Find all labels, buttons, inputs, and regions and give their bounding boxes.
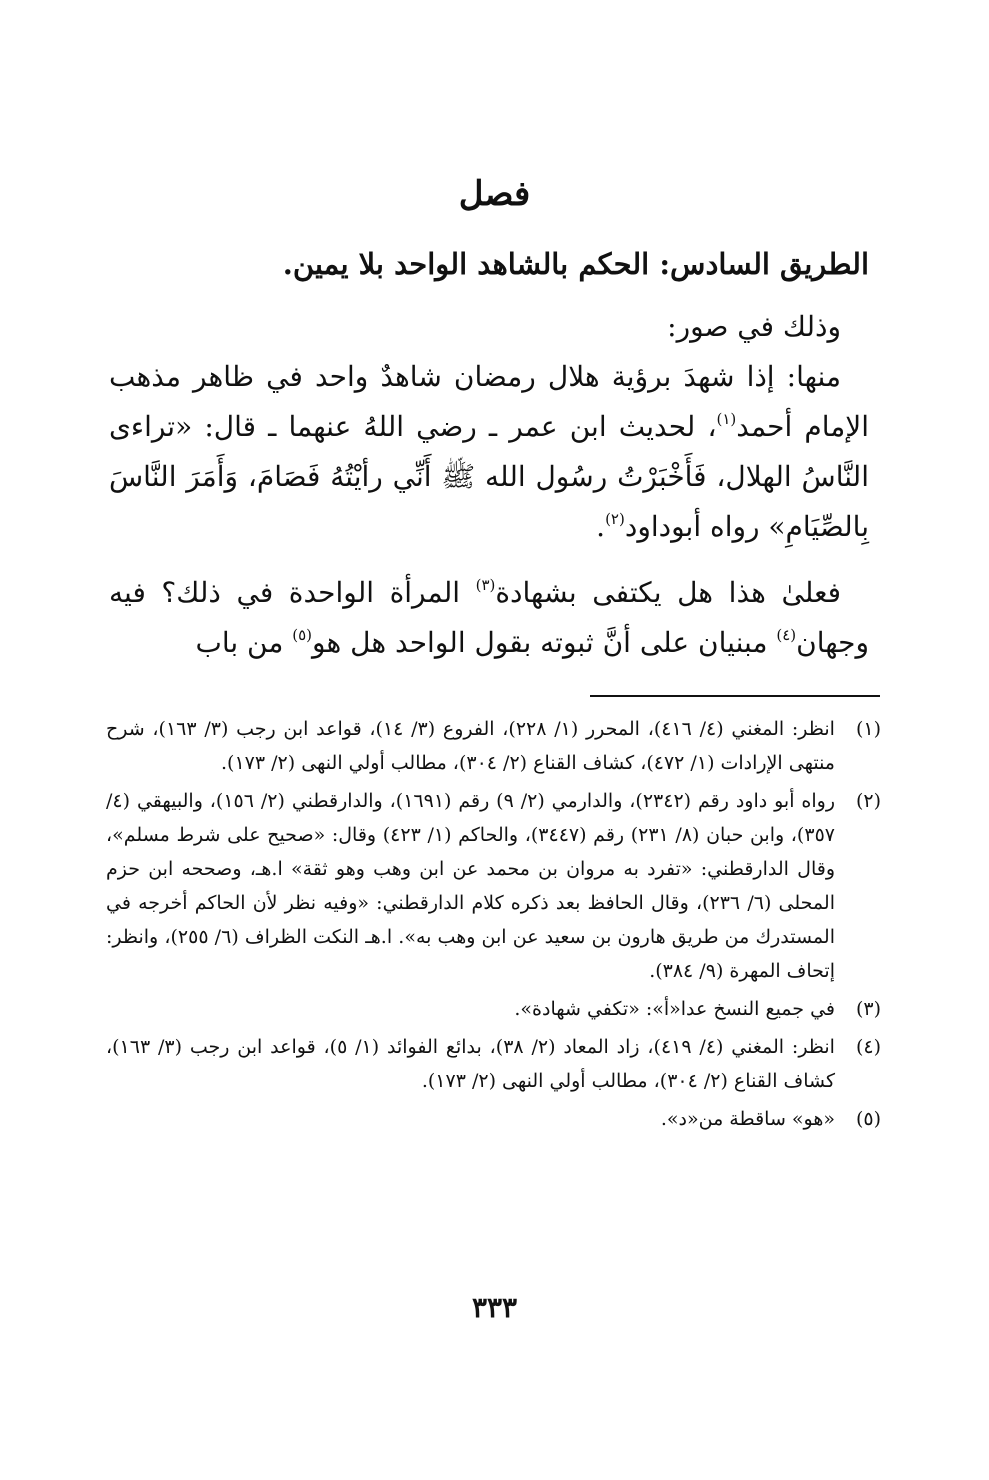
main-text bbox=[109, 302, 869, 668]
footnote-ref-3[interactable]: (٣) bbox=[475, 576, 496, 594]
footnote-text: رواه أبو داود رقم (٢٣٤٢)، والدارمي (٢/ ٩) رقم (١٦٩١)، والدارقطني (٢/ ١٥٦)، والبيهقي (٤/ ٣٥٧)، وابن حبان (٨/ ٢٣١) رقم (٣٤٤٧)، والحاكم (١/ ٤٢٣) وقال: «صحيح على شرط مسلم»، وقال الدارقطني: «تفرد به مروان بن محمد عن ابن وهب وهو ثقة» ا.هـ، وصححه ابن حزم المحلى (٦/ ٢٣٦)، وقال الحافظ بعد ذكره كلام الدارقطني: «وفيه نظر لأن الحاكم أخرجه في المستدرك من طريق هارون بن سعيد عن ابن وهب به». ا.هـ النكت الظراف (٦/ ٢٥٥)، وانظر: إتحاف المهرة (٩/ ٣٨٤). bbox=[106, 790, 835, 982]
section-title: فصل bbox=[458, 174, 531, 214]
paragraph-1-part-c: . bbox=[596, 510, 606, 543]
footnote-text: انظر: المغني (٤/ ٤١٦)، المحرر (١/ ٢٢٨)، الفروع (٣/ ١٤)، قواعد ابن رجب (٣/ ١٦٣)، شرح منتهى الإرادات (١/ ٤٧٢)، كشاف القناع (٢/ ٣٠٤)، مطالب أولي النهى (٢/ ١٧٣). bbox=[106, 718, 835, 774]
paragraph-2-part-b: المرأة الواحدة في ذلك؟ فيه وجهان bbox=[109, 576, 869, 659]
footnote-number: (٥) bbox=[855, 1108, 881, 1130]
footnote-number: (٢) bbox=[855, 790, 881, 812]
footnote-separator bbox=[590, 695, 880, 697]
subheading: الطريق السادس: الحكم بالشاهد الواحد بلا يمين. bbox=[282, 247, 869, 281]
intro-line: وذلك في صور: bbox=[667, 310, 841, 343]
paragraph-1 bbox=[109, 352, 869, 552]
footnote-3 bbox=[106, 992, 881, 1026]
footnotes bbox=[106, 712, 881, 1140]
footnote-2 bbox=[106, 784, 881, 988]
footnote-ref-5[interactable]: (٥) bbox=[292, 626, 313, 644]
footnote-ref-2[interactable]: (٢) bbox=[605, 510, 625, 528]
footnote-text: في جميع النسخ عدا«أ»: «تكفي شهادة». bbox=[514, 998, 835, 1020]
paragraph-1-part-b: ، لحديث ابن عمر ـ رضي اللهُ عنهما ـ قال: «تراءى النَّاسُ الهلال، فَأَخْبَرْتُ رسُول الله ﷺ أَنِّي رأيْتُهُ فَصَامَ، وَأَمَرَ النَّاسَ بِالصِّيَامِ» رواه أبوداود bbox=[109, 410, 869, 543]
paragraph-2 bbox=[109, 568, 869, 668]
footnote-text: انظر: المغني (٤/ ٤١٩)، زاد المعاد (٢/ ٣٨)، بدائع الفوائد (١/ ٥)، قواعد ابن رجب (٣/ ١٦٣)، كشاف القناع (٢/ ٣٠٤)، مطالب أولي النهى (٢/ ١٧٣). bbox=[106, 1036, 835, 1092]
paragraph-1-part-a: منها: إذا شهدَ برؤية هلال رمضان شاهدٌ واحد في ظاهر مذهب الإمام أحمد bbox=[109, 360, 869, 443]
footnote-ref-1[interactable]: (١) bbox=[716, 410, 737, 428]
footnote-ref-4[interactable]: (٤) bbox=[776, 626, 797, 644]
paragraph-2-part-c: مبنيان على أنَّ ثبوته بقول الواحد هل هو bbox=[312, 626, 777, 659]
footnote-number: (٣) bbox=[855, 998, 881, 1020]
footnote-number: (١) bbox=[855, 718, 881, 740]
page-number: ٣٣٣ bbox=[471, 1291, 518, 1324]
paragraph-2-part-a: فعلىٰ هذا هل يكتفى بشهادة bbox=[495, 576, 841, 609]
footnote-number: (٤) bbox=[855, 1036, 881, 1058]
footnote-text: «هو» ساقطة من«د». bbox=[660, 1108, 835, 1130]
footnote-4 bbox=[106, 1030, 881, 1098]
footnote-5 bbox=[106, 1102, 881, 1136]
paragraph-2-part-d: من باب bbox=[195, 626, 293, 659]
footnote-1 bbox=[106, 712, 881, 780]
